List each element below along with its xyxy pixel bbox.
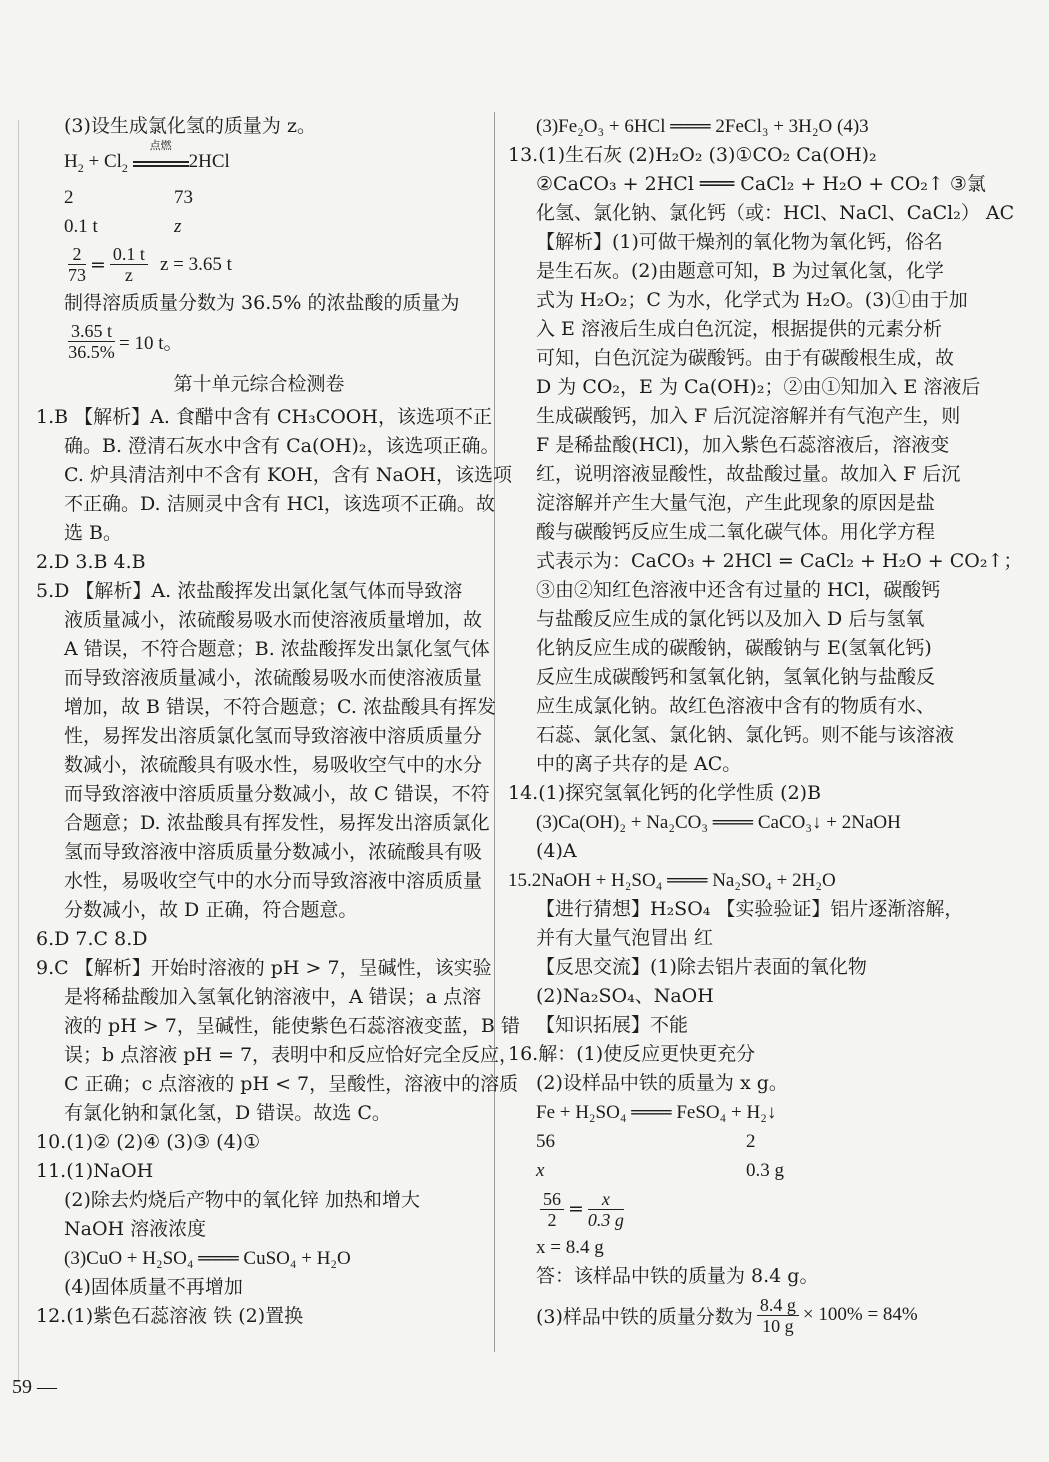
text-line: 式表示为：CaCO₃ + 2HCl = CaCl₂ + H₂O + CO₂↑；	[536, 550, 1023, 572]
text-line: 可知，白色沉淀为碳酸钙。由于有碳酸根生成，故	[536, 347, 955, 369]
answer-q15	[508, 866, 964, 1040]
text-line: Fe + H₂SO₄ ═══ FeSO₄ + H₂↓	[536, 1102, 777, 1123]
text-line: 化氢、氯化钠、氯化钙（或：HCl、NaCl、CaCl₂） AC	[536, 202, 1015, 224]
equation-h2-cl2: $H_2 + Cl_2$ 点燃 2HCl	[64, 140, 230, 175]
result-text: = 10 t。	[119, 333, 183, 355]
answer-q2-4: 2.D 3.B 4.B	[36, 550, 146, 573]
ratio-row	[508, 1127, 954, 1156]
text-line: 红，说明溶液显酸性，故盐酸过量。故加入 F 后沉	[536, 463, 961, 485]
result-text: x = 8.4 g	[536, 1237, 604, 1258]
answer-q1	[36, 403, 512, 548]
answer-q10: 10.(1)② (2)④ (3)③ (4)①	[36, 1130, 261, 1153]
fraction: $\frac{3.65 t}{36.5\%}$	[68, 321, 115, 363]
right-column	[508, 112, 1023, 1339]
ratio-value: x	[536, 1160, 545, 1181]
text-line: 9.C 【解析】开始时溶液的 pH > 7，呈碱性，该实验	[36, 956, 492, 979]
text-line: 式为 H₂O₂；C 为水，化学式为 H₂O。(3)①由于加	[536, 289, 968, 311]
text-line: 16.解：(1)使反应更快更充分	[508, 1043, 756, 1065]
answer-q9	[36, 954, 520, 1128]
text-line: 【进行猜想】H₂SO₄ 【实验验证】铝片逐渐溶解，	[536, 898, 964, 920]
text-line: (2)除去灼烧后产物中的氧化锌 加热和增大	[64, 1188, 420, 1211]
text-line: 15.2NaOH + H₂SO₄ ═══ Na₂SO₄ + 2H₂O	[508, 870, 836, 891]
equation-product: 2HCl	[188, 151, 230, 172]
text-line: 氢而导致溶液中溶质质量分数减小，浓硫酸具有吸	[64, 840, 483, 863]
text-line: 5.D 【解析】A. 浓盐酸挥发出氯化氢气体而导致溶	[36, 579, 463, 602]
text-line: 化钠反应生成的碳酸钠，碳酸钠与 E(氢氧化钙)	[536, 637, 932, 659]
text-line: 入 E 溶液后生成白色沉淀，根据提供的元素分析	[536, 318, 942, 340]
answer-q13	[508, 141, 1023, 779]
text-line: 增加，故 B 错误，不符合题意；C. 浓盐酸具有挥发	[64, 695, 496, 718]
text-line: C. 炉具清洁剂中不含有 KOH，含有 NaOH，该选项	[64, 463, 512, 486]
text-line: 确。B. 澄清石灰水中含有 Ca(OH)₂，该选项正确。	[64, 434, 500, 457]
answer-q12-cont: (3)Fe₂O₃ + 6HCl ═══ 2FeCl₃ + 3H₂O (4)3	[536, 116, 869, 137]
ratio-value: 73	[174, 186, 193, 208]
text-line: 生成碳酸钙，加入 F 后沉淀溶解并有气泡产生，则	[536, 405, 961, 427]
text-line: 淀溶解并产生大量气泡，产生此现象的原因是盐	[536, 492, 936, 514]
ratio-value: 56	[536, 1131, 555, 1152]
ratio-row	[36, 212, 482, 241]
text-line: 11.(1)NaOH	[36, 1159, 154, 1182]
text-line: (2)Na₂SO₄、NaOH	[536, 985, 714, 1007]
text-line: 【解析】(1)可做干燥剂的氧化物为氧化钙，俗名	[536, 231, 943, 253]
text-line: 石蕊、氯化氢、氯化钠、氯化钙。则不能与该溶液	[536, 724, 955, 746]
text-line: F 是稀盐酸(HCl)，加入紫色石蕊溶液后，溶液变	[536, 434, 950, 456]
text-line: (3)CuO + H₂SO₄ ═══ CuSO₄ + H₂O	[64, 1247, 351, 1269]
text-line: D 为 CO₂，E 为 Ca(OH)₂；②由①知加入 E 溶液后	[536, 376, 981, 398]
fraction: $\frac{0.1 t}{z}$	[110, 244, 148, 285]
text-line: NaOH 溶液浓度	[64, 1217, 207, 1240]
answer-q12: 12.(1)紫色石蕊溶液 铁 (2)置换	[36, 1304, 304, 1327]
text-line: 14.(1)探究氢氧化钙的化学性质 (2)B	[508, 782, 822, 804]
text-line: 合题意；D. 浓盐酸具有挥发性，易挥发出溶质氯化	[64, 811, 490, 834]
answer-q16	[508, 1040, 954, 1339]
text-line: 分数减小，故 D 正确，符合题意。	[64, 898, 358, 921]
ratio-value: 2	[64, 186, 74, 208]
text-line: 而导致溶液中溶质质量分数减小，故 C 错误，不符	[64, 782, 490, 805]
text-line: 性，易挥发出溶质氯化氢而导致溶液中溶质质量分	[64, 724, 483, 747]
ratio-value: 0.3 g	[746, 1160, 784, 1181]
reaction-arrow	[133, 140, 189, 167]
binding-margin-line	[18, 120, 19, 1380]
answer-line: 制得溶质质量分数为 36.5% 的浓盐酸的质量为	[64, 291, 460, 314]
text-line: (4)固体质量不再增加	[64, 1275, 243, 1298]
fraction: $\frac{56}{2}$	[540, 1189, 564, 1230]
answer-q14	[508, 779, 954, 866]
text-line: 并有大量气泡冒出 红	[536, 927, 714, 949]
text-line: (2)设样品中铁的质量为 x g。	[536, 1072, 788, 1094]
answer-q6-8: 6.D 7.C 8.D	[36, 927, 148, 950]
result-text: × 100% = 84%	[802, 1304, 918, 1325]
text-line: 反应生成碳酸钙和氢氧化钠，氢氧化钠与盐酸反	[536, 666, 936, 688]
text-line: 13.(1)生石灰 (2)H₂O₂ (3)①CO₂ Ca(OH)₂	[508, 144, 877, 166]
page-number: 59 —	[12, 1376, 57, 1398]
left-column	[36, 112, 520, 1331]
text-line: 数减小，浓硫酸具有吸水性，易吸收空气中的水分	[64, 753, 483, 776]
text-line: 是将稀盐酸加入氢氧化钠溶液中，A 错误；a 点溶	[64, 985, 482, 1008]
text-line: 酸与碳酸钙反应生成二氧化碳气体。用化学方程	[536, 521, 936, 543]
ratio-row	[508, 1156, 954, 1185]
text-line: 液质量减小，浓硫酸易吸水而使溶液质量增加，故	[64, 608, 483, 631]
fraction: $\frac{8.4 g}{10 g}$	[757, 1295, 799, 1336]
text-line: 选 B。	[64, 521, 123, 544]
text-line: 不正确。D. 洁厕灵中含有 HCl，该选项不正确。故	[64, 492, 495, 515]
column-divider	[494, 112, 495, 1352]
proportion-equation: $\frac{2}{73}$ = $\frac{0.1 t}{z}$ z = 3.65 t	[68, 244, 232, 286]
text-line: ③由②知红色溶液中还含有过量的 HCl，碳酸钙	[536, 579, 941, 601]
text-line: 而导致溶液质量减小，浓硫酸易吸水而使溶液质量	[64, 666, 483, 689]
fraction: $\frac{x}{0.3 g}$	[587, 1188, 624, 1230]
proportion-equation: $\frac{56}{2}$ = $\frac{x}{0.3 g}$	[508, 1185, 954, 1233]
text-line: 1.B 【解析】A. 食醋中含有 CH₃COOH，该选项不正	[36, 405, 492, 428]
text-line: 与盐酸反应生成的氯化钙以及加入 D 后与氢氧	[536, 608, 925, 630]
ratio-value: 2	[746, 1131, 756, 1152]
section-heading: 第十单元综合检测卷	[173, 372, 345, 395]
text-line: A 错误，不符合题意；B. 浓盐酸挥发出氯化氢气体	[64, 637, 490, 660]
text-line: 水性，易吸收空气中的水分而导致溶液中溶质质量	[64, 869, 483, 892]
text-line: 中的离子共存的是 AC。	[536, 753, 742, 775]
text-line: (3)样品中铁的质量分数为	[536, 1305, 753, 1328]
text-line: 【知识拓展】不能	[536, 1014, 689, 1036]
answer-q11	[36, 1157, 482, 1302]
text-line: 液的 pH > 7，呈碱性，能使紫色石蕊溶液变蓝，B 错	[64, 1014, 520, 1037]
reaction-condition: 点燃	[149, 140, 172, 152]
mass-equation	[36, 318, 482, 366]
text-line: 有氯化钠和氯化氢，D 错误。故选 C。	[64, 1101, 391, 1124]
text-line: (3)Ca(OH)₂ + Na₂CO₃ ═══ CaCO₃↓ + 2NaOH	[536, 812, 901, 833]
text-line: ②CaCO₃ + 2HCl ═══ CaCl₂ + H₂O + CO₂↑ ③氯	[536, 173, 986, 195]
answer-line: (3)设生成氯化氢的质量为 z。	[64, 115, 316, 137]
answer-q5	[36, 577, 496, 925]
text-line: (4)A	[536, 840, 577, 862]
answer-line: 答：该样品中铁的质量为 8.4 g。	[536, 1265, 819, 1287]
ratio-value: z	[174, 215, 182, 237]
result-text: z = 3.65 t	[159, 253, 232, 275]
ratio-value: 0.1 t	[64, 215, 98, 237]
text-line: 是生石灰。(2)由题意可知，B 为过氧化氢，化学	[536, 260, 944, 282]
text-line: C 正确；c 点溶液的 pH < 7，呈酸性，溶液中的溶质	[64, 1072, 519, 1095]
percentage-equation	[508, 1291, 954, 1339]
text-line: 应生成氯化钠。故红色溶液中含有的物质有水、	[536, 695, 936, 717]
text-line: 误；b 点溶液 pH = 7，表明中和反应恰好完全反应，	[64, 1043, 519, 1066]
fraction: $\frac{2}{73}$	[68, 244, 86, 286]
text-line: 【反思交流】(1)除去铝片表面的氧化物	[536, 956, 867, 978]
ratio-row	[36, 183, 482, 212]
